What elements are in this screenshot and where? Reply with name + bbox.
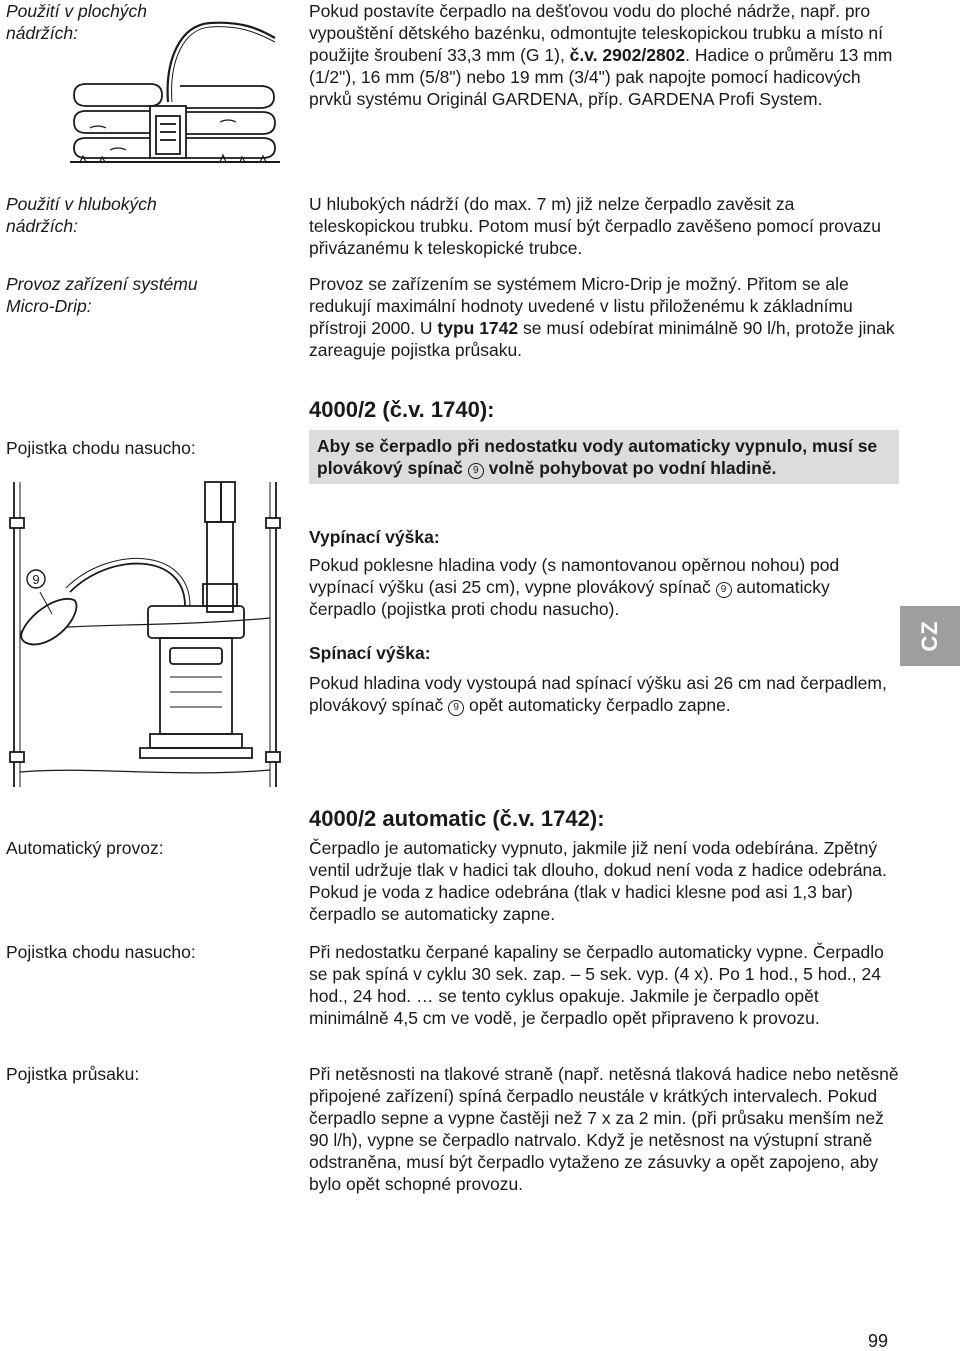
figure-callout-9: 9 <box>32 572 40 587</box>
deep-tank-pump-illustration <box>0 482 290 787</box>
float-switch-note <box>309 430 899 484</box>
note-part1: Aby se čerpadlo při nedostatku vody automaticky vypnulo, musí se plovákový spínač <box>317 436 878 478</box>
note-part2: volně pohybovat po vodní hladině. <box>483 458 777 478</box>
text-deep-tanks <box>309 193 899 259</box>
text-micro-drip <box>309 273 899 361</box>
text-deep-tanks-body: U hlubokých nádrží (do max. 7 m) již nelze čerpadlo zavěsit za teleskopickou trubku. Potom musí být čerpadlo zavěšeno pomocí provazu přivázanému k teleskopické trubce. <box>309 194 881 258</box>
text-leak-protection <box>309 1063 899 1195</box>
switch-on-height-text <box>309 672 899 716</box>
label-flat-tanks: Použití v plochých nádržích: <box>6 1 148 43</box>
callout-9-icon: 9 <box>468 463 484 479</box>
text-flat-tanks <box>309 0 899 110</box>
text-automatic-operation-body: Čerpadlo je automaticky vypnuto, jakmile již není voda odebírána. Zpětný ventil udržuje tlak v hadici tak dlouho, dokud není voda z hadice odebrána. Pokud je voda z hadice odebrána (tlak v hadici klesne pod asi 1,3 bar) čerpadlo se automaticky zapne. <box>309 838 887 924</box>
text-flat-tanks-part2: . Hadice o průměru 13 mm (1/2"), 16 mm (5/8") nebo 19 mm (3/4") pak napojte pomocí hadicových prvků systému Originál GARDENA, příp. GARDENA Profi System. <box>309 45 893 109</box>
heading-4000-2-automatic: 4000/2 automatic (č.v. 1742): <box>309 806 605 831</box>
text-micro-drip-part1: Provoz se zařízením se systémem Micro-Drip je možný. Přitom se ale redukují maximální hodnoty uvedené v listu přiloženému k základnímu přístroji 2000. U <box>309 274 853 338</box>
on-part1: Pokud hladina vody vystoupá nad spínací výšku asi 26 cm nad čerpadlem, plovákový spínač <box>309 673 887 715</box>
pool-pump-illustration <box>70 20 280 170</box>
callout-9-icon: 9 <box>448 700 464 716</box>
label-deep-tanks: Použití v hlubokých nádržích: <box>6 194 157 236</box>
off-part1: Pokud poklesne hladina vody (s namontovanou opěrnou nohou) pod vypínací výšku (asi 25 cm), vypne plovákový spínač <box>309 555 840 597</box>
text-dry-run-protection-auto <box>309 941 899 1029</box>
language-tab <box>900 606 960 666</box>
label-dry-run-protection: Pojistka chodu nasucho: <box>6 438 196 458</box>
off-part2: automaticky čerpadlo (pojistka proti chodu nasucho). <box>309 577 830 619</box>
label-leak-protection: Pojistka průsaku: <box>6 1064 140 1084</box>
text-dry-run-body: Při nedostatku čerpané kapaliny se čerpadlo automaticky vypne. Čerpadlo se pak spíná v cyklu 30 sek. zap. – 5 sek. vyp. (4 x). Po 1 hod., 5 hod., 24 hod., 24 hod. … se tento cyklus opakuje. Jakmile je čerpadlo opět minimálně 4,5 cm ve vodě, je čerpadlo opět připraveno k provozu. <box>309 942 884 1028</box>
page-number: 99 <box>868 1331 889 1351</box>
text-flat-tanks-part1: Pokud postavíte čerpadlo na dešťovou vodu do ploché nádrže, např. pro vypouštění dětského bazénku, odmontujte teleskopickou trubku a místo ní použijte šroubení 33,3 mm (G 1), <box>309 1 883 65</box>
callout-9-icon: 9 <box>716 582 732 598</box>
language-tab-label: CZ <box>917 620 942 652</box>
switch-off-height-title: Vypínací výška: <box>309 527 440 547</box>
on-part2: opět automaticky čerpadlo zapne. <box>464 695 731 715</box>
switch-off-height-text <box>309 554 899 620</box>
label-automatic-operation: Automatický provoz: <box>6 838 164 858</box>
text-micro-drip-part2: se musí odebírat minimálně 90 l/h, protože jinak zareaguje pojistka průsaku. <box>309 318 895 360</box>
part-number-2902: č.v. 2902/2802 <box>569 45 686 65</box>
heading-4000-2: 4000/2 (č.v. 1740): <box>309 397 495 422</box>
switch-on-height-title: Spínací výška: <box>309 643 431 663</box>
type-1742: typu 1742 <box>437 318 519 338</box>
text-leak-protection-body: Při netěsnosti na tlakové straně (např. netěsná tlaková hadice nebo netěsně připojené zařízení) spíná čerpadlo neustále v krátkých intervalech. Pokud čerpadlo sepne a vypne častěji než 7 x za 2 min. (při průsaku menším než 90 l/h), vypne se čerpadlo natrvalo. Když je netěsnost na výstupní straně odstraněna, musí být čerpadlo vytaženo ze zásuvky a opět zapojeno, aby bylo opět schopné provozu. <box>309 1064 899 1194</box>
text-automatic-operation <box>309 837 899 925</box>
label-dry-run-protection-auto: Pojistka chodu nasucho: <box>6 942 196 962</box>
label-micro-drip: Provoz zařízení systému Micro-Drip: <box>6 274 198 316</box>
